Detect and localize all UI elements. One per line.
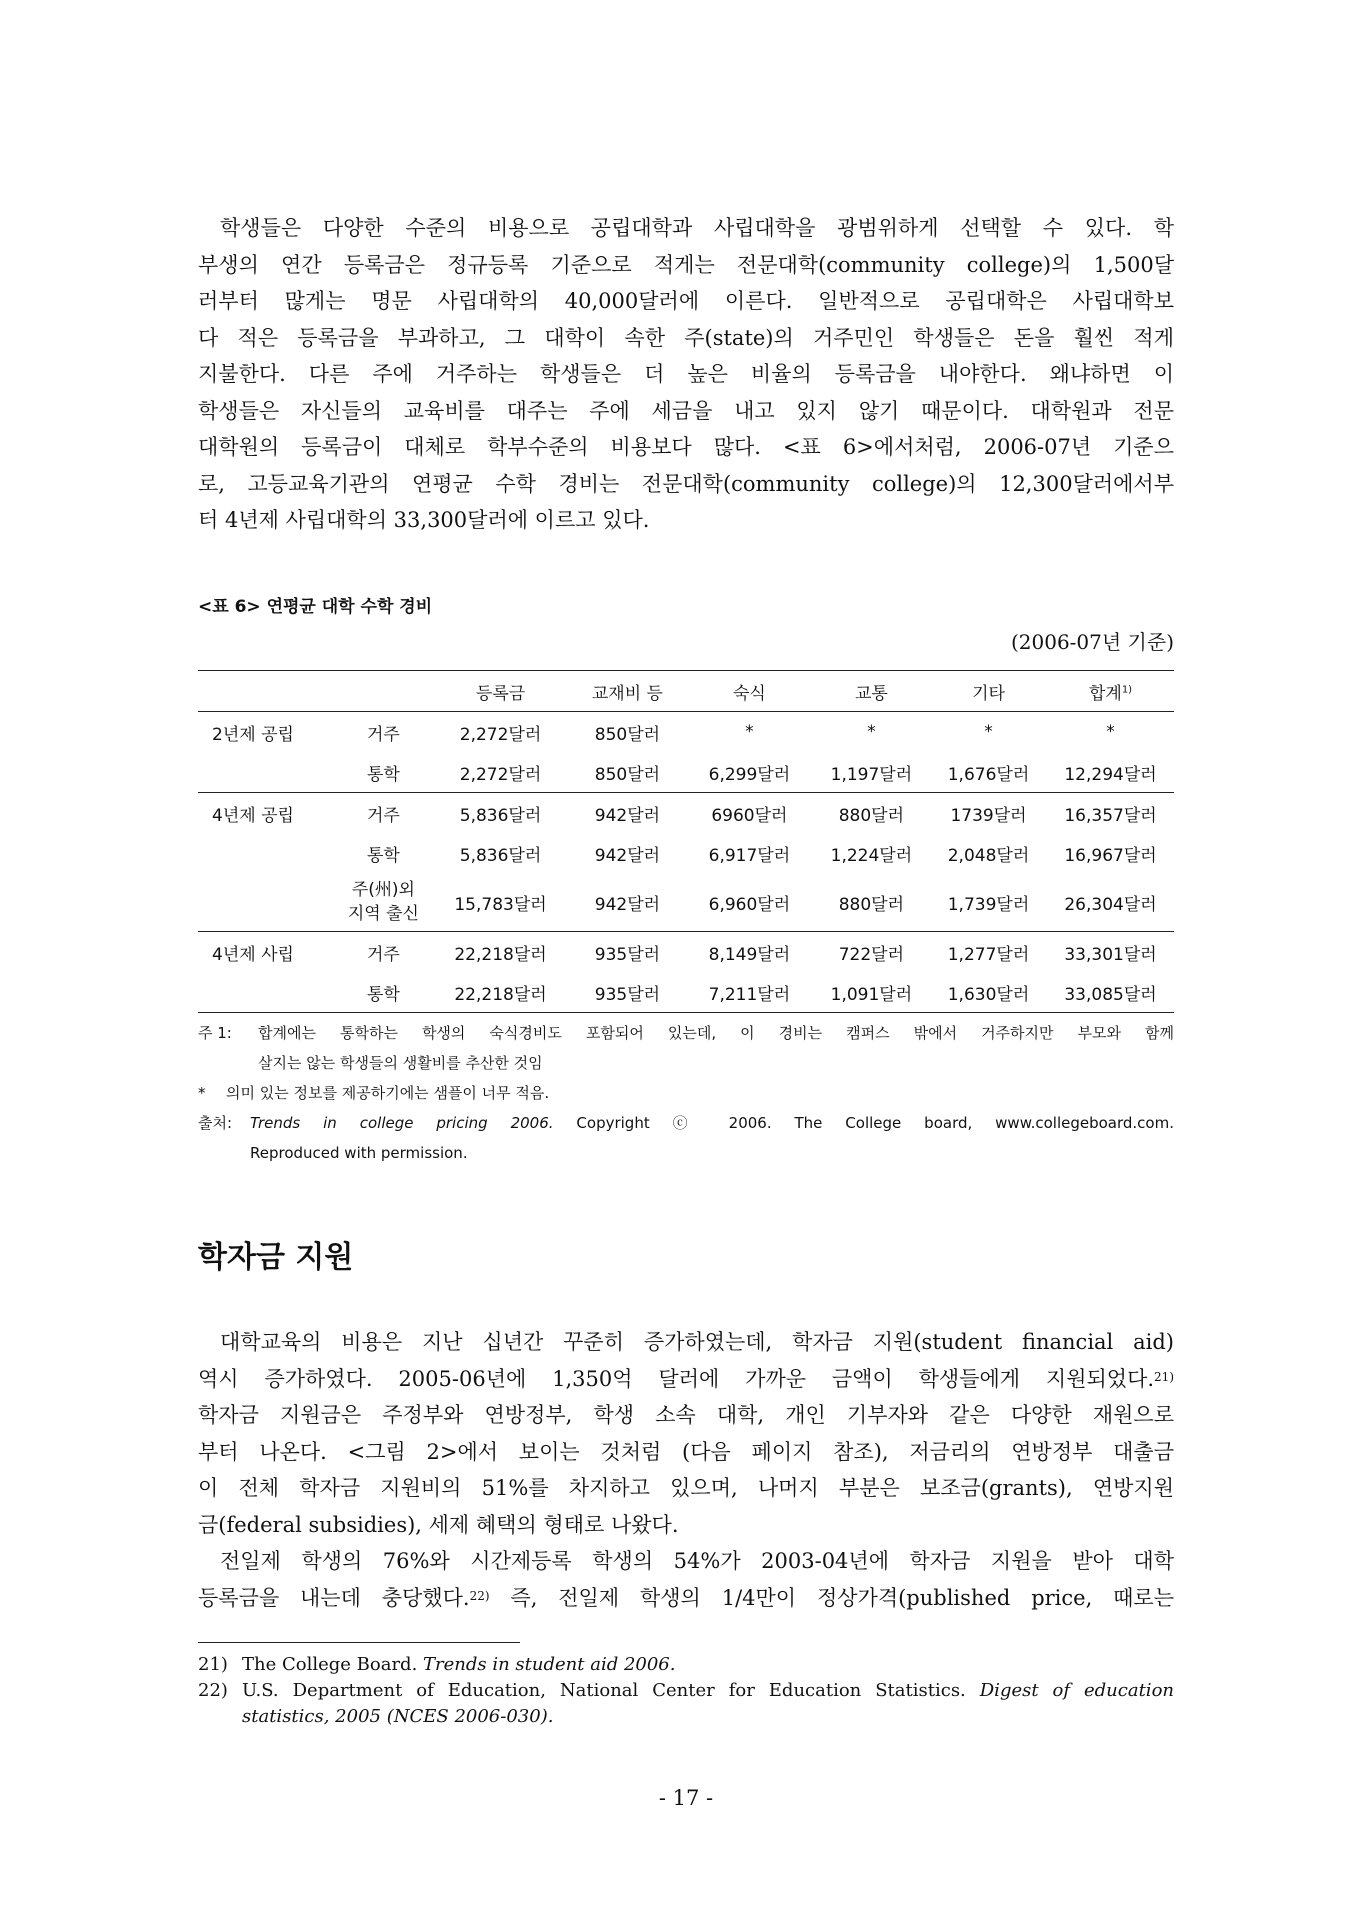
table-cell: 722달러	[838, 944, 905, 965]
source-row	[198, 1108, 1174, 1138]
residence-type: 거주	[366, 944, 400, 965]
text-line: 이 전체 학자금 지원비의 51%를 차지하고 있으며, 나머지 부분은 보조금(grants), 연방지원	[198, 1476, 1174, 1500]
residence-type: 거주	[366, 805, 400, 826]
table-cell: 1,739달러	[947, 894, 1030, 915]
table-row	[198, 793, 1174, 834]
table-cell: *	[984, 722, 993, 742]
note-row	[198, 1018, 1174, 1048]
table-cell: 22,218달러	[454, 984, 547, 1005]
table-cell: *	[745, 722, 754, 742]
table-row	[198, 932, 1174, 973]
document-page	[198, 0, 1174, 1920]
footnote-number: 22)	[198, 1680, 228, 1701]
table-cell: 880달러	[838, 805, 905, 826]
table-cell: 22,218달러	[454, 944, 547, 965]
text-line: 터 4년제 사립대학의 33,300달러에 이르고 있다.	[198, 508, 650, 532]
table-cell: 8,149달러	[708, 944, 791, 965]
table-cell: 33,301달러	[1064, 944, 1157, 965]
residence-type: 거주	[366, 724, 400, 745]
cost-table	[198, 670, 1174, 1013]
text-line: 금(federal subsidies), 세제 혜택의 형태로 나왔다.	[198, 1512, 679, 1537]
text-line: 학생들은 자신들의 교육비를 대주는 주에 세금을 내고 있지 않기 때문이다. 대학원과 전문	[198, 398, 1174, 423]
table-row	[198, 873, 1174, 932]
text-line: 지불한다. 다른 주에 거주하는 학생들은 더 높은 비율의 등록금을 내야한다. 왜냐하면 이	[198, 362, 1174, 386]
footnote-ref: 22)	[469, 1588, 490, 1603]
table-cell: *	[867, 722, 876, 742]
page-number: - 17 -	[658, 1786, 714, 1810]
paragraph-tuition-overview	[198, 210, 1174, 539]
header-cell: 교통	[854, 683, 888, 704]
source-text: Trends in college pricing 2006. Copyright ⓒ 2006. The College board, www.collegeboard.com.	[250, 1114, 1174, 1132]
header-cell: 등록금	[475, 683, 526, 704]
table-cell: 850달러	[594, 764, 661, 785]
text-line: 역시 증가하였다. 2005-06년에 1,350억 달러에 가까운 금액이 학생들에게 지원되었다.$^{21)}$	[198, 1366, 1174, 1391]
table-cell: 33,085달러	[1064, 984, 1157, 1005]
footnote-number: 21)	[198, 1654, 228, 1675]
table-cell: 5,836달러	[459, 805, 542, 826]
table-cell: 6,299달러	[708, 764, 791, 785]
table-cell: 942달러	[594, 894, 661, 915]
text-line: 다 적은 등록금을 부과하고, 그 대학이 속한 주(state)의 거주민인 학생들은 돈을 훨씬 적게	[198, 325, 1174, 350]
header-cell	[198, 671, 335, 712]
header-cell: 기타	[972, 683, 1005, 704]
text-line: 러부터 많게는 명문 사립대학의 40,000달러에 이른다. 일반적으로 공립대학은 사립대학보	[198, 289, 1174, 313]
note-mark: 주 1:	[198, 1024, 232, 1042]
text-line: 학자금 지원금은 주정부와 연방정부, 학생 소속 대학, 개인 기부자와 같은 다양한 재원으로	[198, 1403, 1174, 1427]
footnote-continuation: statistics, 2005 (NCES 2006-030).	[242, 1706, 554, 1727]
table-cell: 1,630달러	[947, 984, 1030, 1005]
table-cell: *	[1106, 722, 1115, 742]
table-cell: 942달러	[594, 805, 661, 826]
residence-type: 통학	[366, 984, 400, 1005]
footnote-ref: 21)	[1154, 1369, 1174, 1384]
footnote-text: U.S. Department of Education, National Center for Education Statistics. Digest of education	[242, 1680, 1174, 1701]
institution-type: 4년제 공립	[212, 805, 294, 826]
footnote-text: The College Board. Trends in student aid 2006.	[242, 1654, 676, 1675]
residence-type: 통학	[366, 764, 400, 785]
table-row	[198, 972, 1174, 1013]
table-cell: 15,783달러	[454, 894, 547, 915]
table-cell: 2,272달러	[459, 764, 542, 785]
institution-type: 2년제 공립	[212, 724, 294, 745]
table-cell: 935달러	[594, 944, 661, 965]
source-row	[198, 1138, 1174, 1168]
table-row	[198, 833, 1174, 873]
institution-type: 4년제 사립	[212, 944, 294, 965]
residence-type: 주(州)외 지역 출신	[347, 880, 419, 924]
text-line: 로, 고등교육기관의 연평균 수학 경비는 전문대학(community college)의 12,300달러에서부	[198, 471, 1174, 496]
residence-type: 통학	[366, 845, 400, 866]
table-cell: 6,917달러	[708, 845, 791, 866]
footnote-item	[198, 1652, 1174, 1678]
table-header-row	[198, 671, 1174, 712]
table-cell: 2,272달러	[459, 724, 542, 745]
footnote-item	[198, 1678, 1174, 1704]
note-row	[198, 1048, 1174, 1078]
table-cell: 942달러	[594, 845, 661, 866]
institution-type	[198, 752, 335, 793]
text-line: 대학교육의 비용은 지난 십년간 꾸준히 증가하였는데, 학자금 지원(student financial aid)	[220, 1330, 1174, 1354]
table-cell: 1,091달러	[830, 984, 913, 1005]
text-line: 대학원의 등록금이 대체로 학부수준의 비용보다 많다. <표 6>에서처럼, 2006-07년 기준으	[198, 435, 1174, 459]
text-line: 학생들은 다양한 수준의 비용으로 공립대학과 사립대학을 광범위하게 선택할 수 있다. 학	[220, 216, 1174, 240]
header-cell-total: 합계$^{1)}$	[1088, 683, 1133, 704]
table-basis-year: (2006-07년 기준)	[1010, 630, 1174, 654]
table-cell: 16,357달러	[1064, 805, 1157, 826]
institution-type	[198, 972, 335, 1013]
table-title: <표 6> 연평균 대학 수학 경비	[198, 597, 433, 617]
footnote-divider	[198, 1642, 520, 1643]
table-cell: 935달러	[594, 984, 661, 1005]
table-cell: 1739달러	[950, 805, 1027, 826]
text-line: 부생의 연간 등록금은 정규등록 기준으로 적게는 전문대학(community college)의 1,500달	[198, 252, 1174, 277]
text-line: 등록금을 내는데 충당했다.$^{22)}$ 즉, 전일제 학생의 1/4만이 정상가격(published price, 때로는	[198, 1585, 1174, 1610]
header-cell: 숙식	[732, 683, 766, 704]
table-cell: 7,211달러	[708, 984, 791, 1005]
footnote-mark: 1)	[1121, 683, 1133, 695]
table-cell: 16,967달러	[1064, 845, 1157, 866]
text-line: 전일제 학생의 76%와 시간제등록 학생의 54%가 2003-04년에 학자금 지원을 받아 대학	[220, 1549, 1174, 1573]
table-row	[198, 752, 1174, 793]
header-cell	[335, 671, 433, 712]
note-text: 합계에는 통학하는 학생의 숙식경비도 포함되어 있는데, 이 경비는 캠퍼스 밖에서 거주하지만 부모와 함께	[258, 1024, 1174, 1042]
note-row	[198, 1078, 1174, 1108]
text-line: 부터 나온다. <그림 2>에서 보이는 것처럼 (다음 페이지 참조), 저금리의 연방정부 대출금	[198, 1439, 1174, 1464]
footnotes	[198, 1652, 1174, 1730]
table-cell: 1,224달러	[830, 845, 913, 866]
table-cell: 6960달러	[711, 805, 788, 826]
source-text: Reproduced with permission.	[250, 1144, 468, 1162]
table-cell: 26,304달러	[1064, 894, 1157, 915]
section-title: 학자금 지원	[198, 1240, 354, 1275]
table-cell: 1,197달러	[830, 764, 913, 785]
table-cell: 12,294달러	[1064, 764, 1157, 785]
institution-type	[198, 833, 335, 873]
note-text: 살지는 않는 학생들의 생활비를 추산한 것임	[258, 1054, 543, 1072]
table-cell: 1,676달러	[947, 764, 1030, 785]
table-cell: 5,836달러	[459, 845, 542, 866]
table-cell: 880달러	[838, 894, 905, 915]
table-notes	[198, 1018, 1174, 1168]
paragraph-financial-aid	[198, 1324, 1174, 1616]
source-mark: 출처:	[198, 1114, 233, 1132]
table-cell: 1,277달러	[947, 944, 1030, 965]
note-mark: *	[198, 1084, 206, 1102]
header-cell: 교재비 등	[591, 683, 663, 704]
table-row	[198, 712, 1174, 753]
institution-type	[198, 873, 335, 932]
table-cell: 850달러	[594, 724, 661, 745]
table-cell: 2,048달러	[947, 845, 1030, 866]
note-text: 의미 있는 정보를 제공하기에는 샘플이 너무 적음.	[226, 1084, 550, 1102]
table-cell: 6,960달러	[708, 894, 791, 915]
